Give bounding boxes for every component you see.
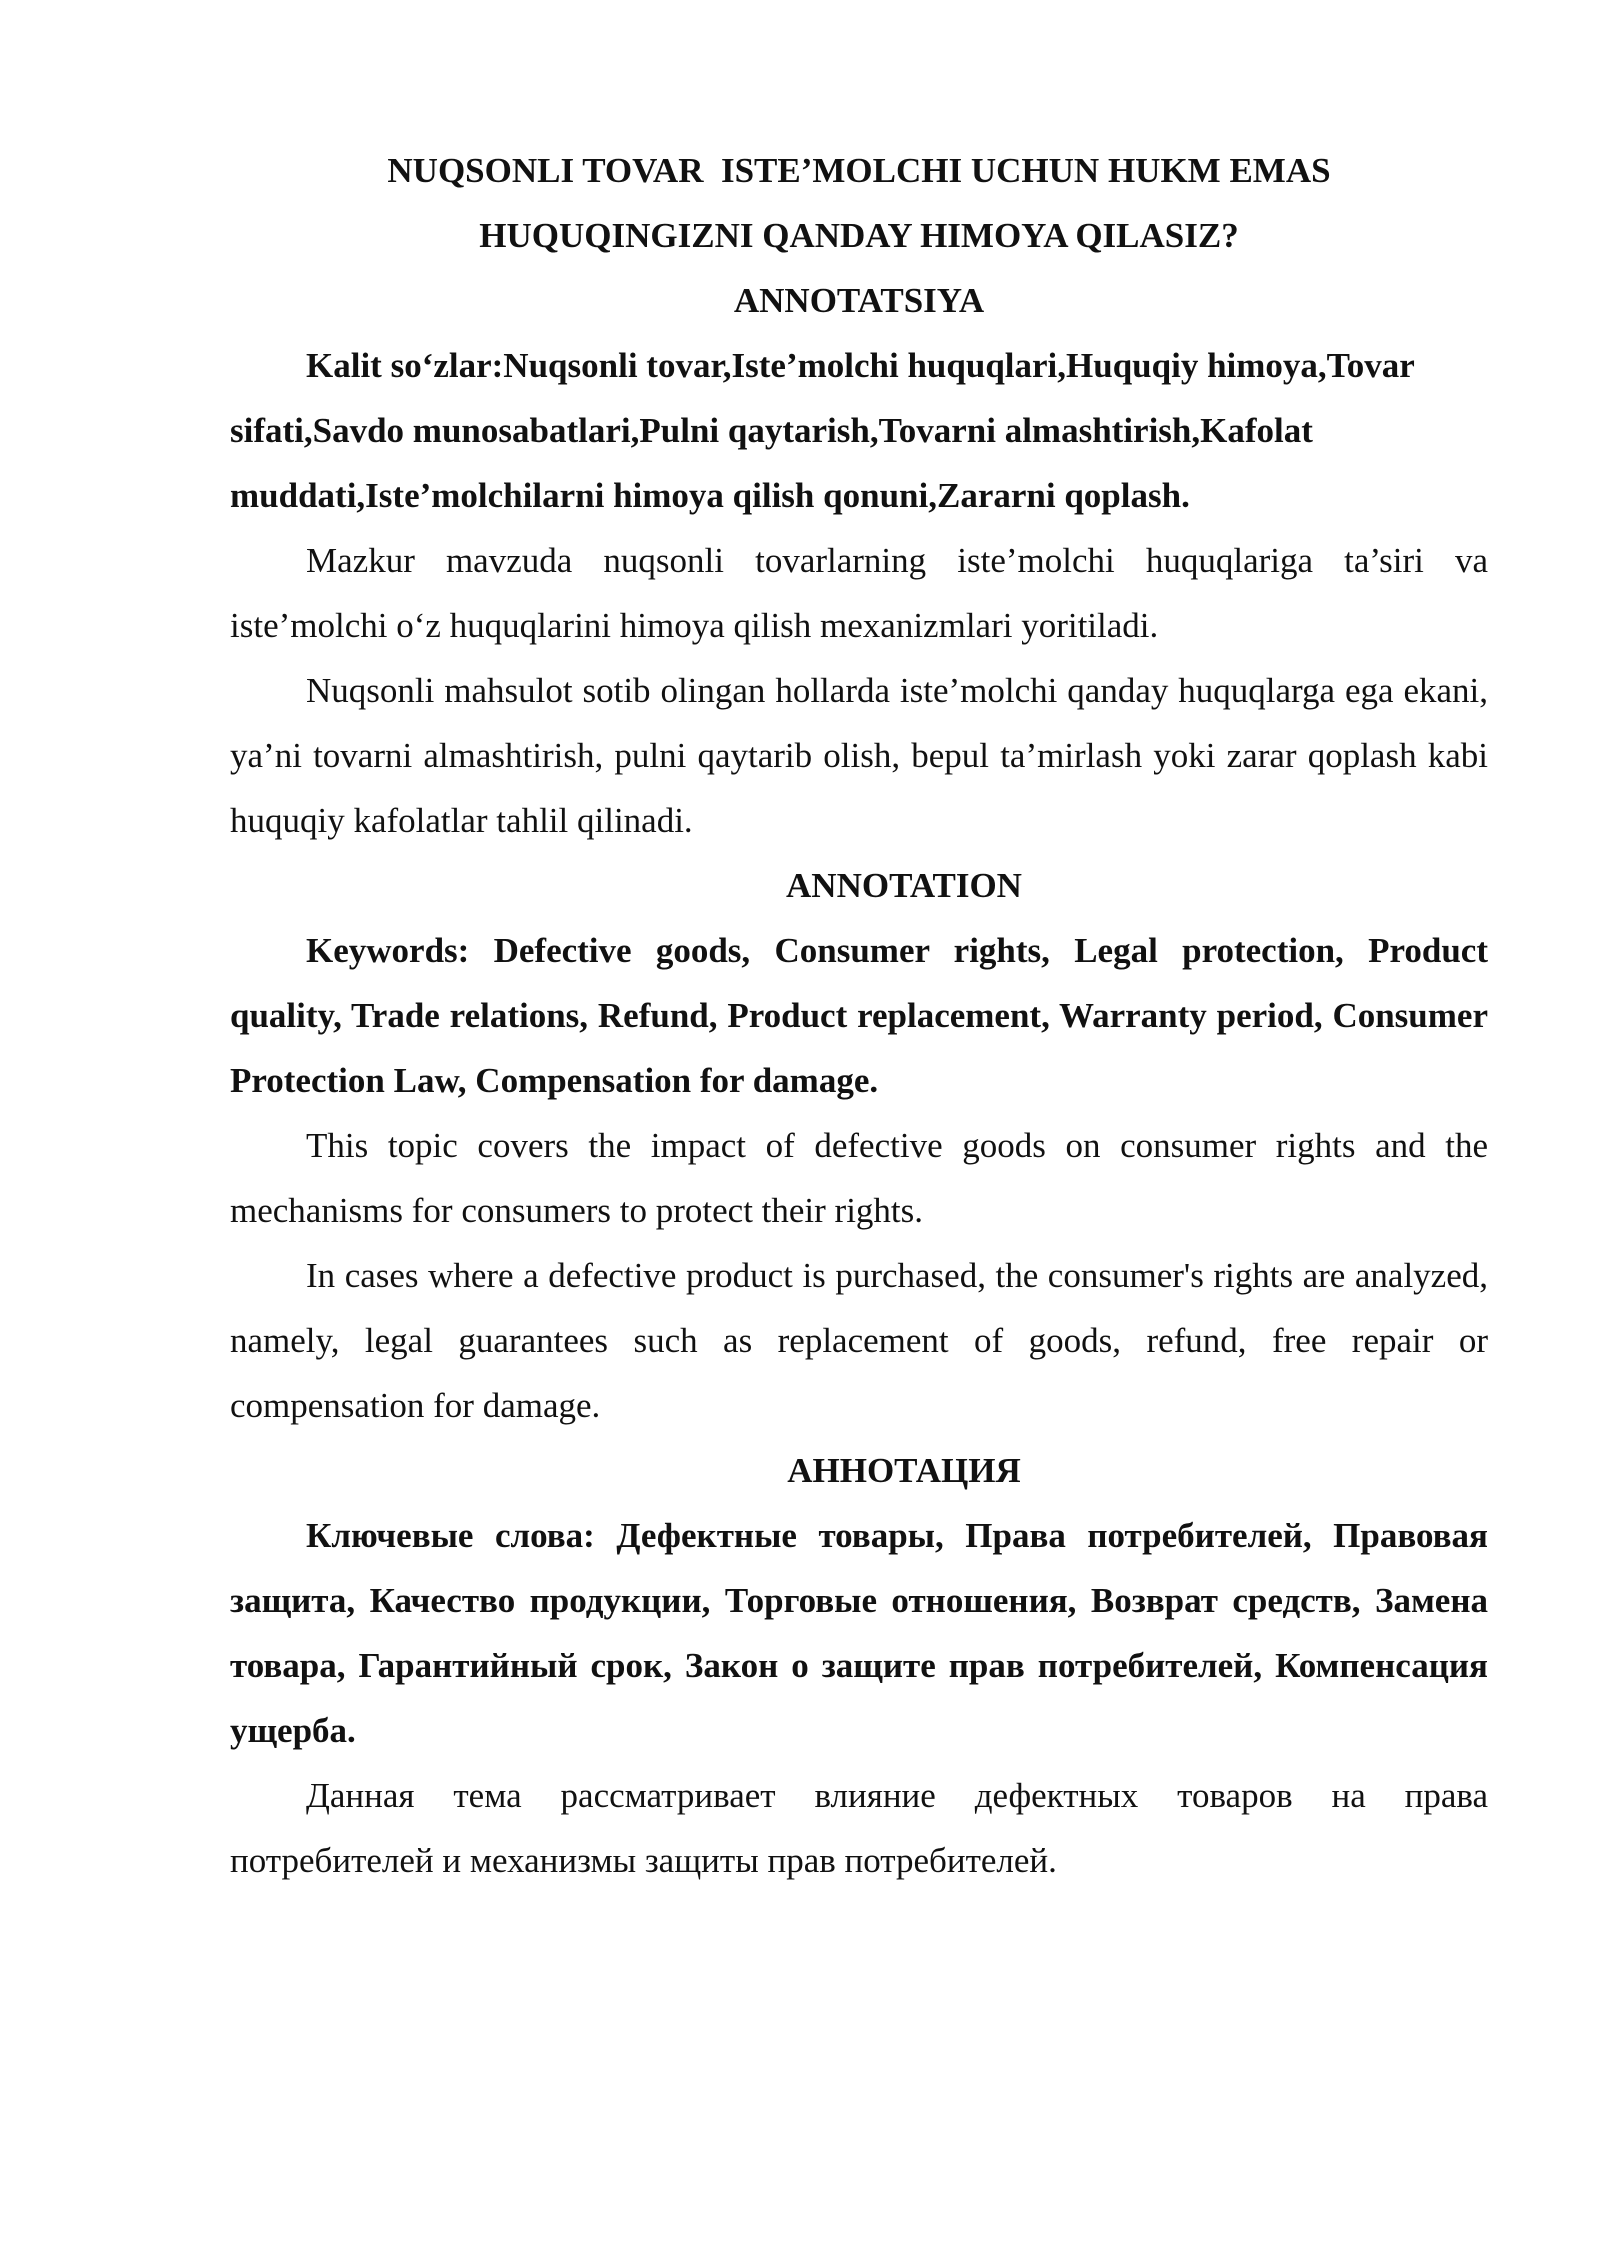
en-paragraph-1: This topic covers the impact of defective goods on consumer rights and the mechanisms for consumers to protect their rights. [230,1126,1488,1230]
ru-paragraph-1: Данная тема рассматривает влияние дефектных товаров на права потребителей и механизмы защиты прав потребителей. [230,1776,1488,1880]
uz-annotation-heading: ANNOTATSIYA [733,281,985,320]
document-page [230,138,1488,1893]
en-keywords: Keywords: Defective goods, Consumer rights, Legal protection, Product quality, Trade relations, Refund, Product replacement, Warranty period, Consumer Protection Law, Compensation for damage. [230,931,1488,1100]
uz-paragraph-1: Mazkur mavzuda nuqsonli tovarlarning iste’molchi huquqlariga ta’siri va iste’molchi o‘z huquqlarini himoya qilish mexanizmlari yoritiladi. [230,541,1488,645]
uz-keywords: Kalit so‘zlar:Nuqsonli tovar,Iste’molchi huquqlari,Huquqiy himoya,Tovar sifati,Savdo munosabatlari,Pulni qaytarish,Tovarni almashtirish,Kafolat muddati,Iste’molchilarni himoya qilish qonuni,Zararni qoplash. [230,346,1415,515]
ru-annotation-heading: АННОТАЦИЯ [787,1451,1021,1490]
en-paragraph-2: In cases where a defective product is purchased, the consumer's rights are analyzed, namely, legal guarantees such as replacement of goods, refund, free repair or compensation for damage. [230,1256,1488,1425]
document-title-line-1: NUQSONLI TOVAR ISTE’MOLCHI UCHUN HUKM EMAS [387,151,1331,190]
document-title-line-2: HUQUQINGIZNI QANDAY HIMOYA QILASIZ? [479,216,1239,255]
uz-paragraph-2: Nuqsonli mahsulot sotib olingan hollarda iste’molchi qanday huquqlarga ega ekani, ya’ni tovarni almashtirish, pulni qaytarib olish, bepul ta’mirlash yoki zarar qoplash kabi huquqiy kafolatlar tahlil qilinadi. [230,671,1488,840]
en-annotation-heading: ANNOTATION [786,866,1022,905]
ru-keywords: Ключевые слова: Дефектные товары, Права потребителей, Правовая защита, Качество продукции, Торговые отношения, Возврат средств, Замена товара, Гарантийный срок, Закон о защите прав потребителей, Компенсация ущерба. [230,1516,1488,1750]
